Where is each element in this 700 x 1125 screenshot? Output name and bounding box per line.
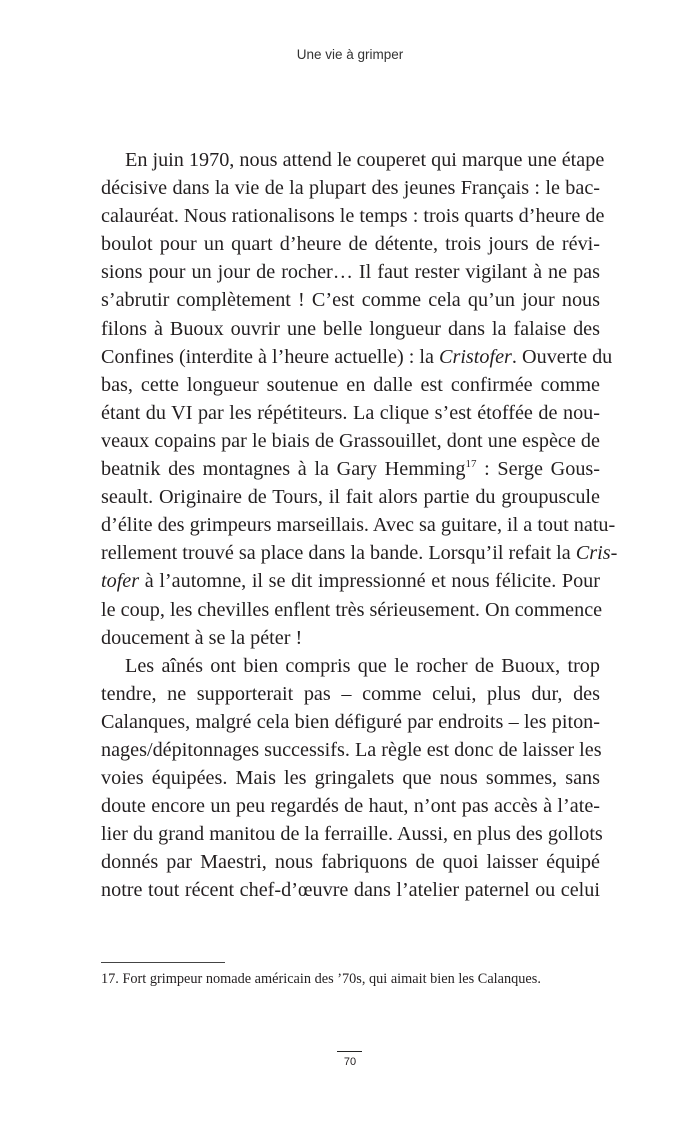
text-run: boulot pour un quart d’heure de détente, trois jours de révi- (101, 233, 600, 256)
text-line (101, 539, 618, 567)
text-line (101, 343, 613, 371)
text-run: veaux copains par le biais de Grassouillet, dont une espèce de (101, 429, 600, 452)
italic-title: Cris- (575, 542, 618, 565)
text-line (101, 820, 603, 848)
page-number: 70 (343, 1056, 357, 1068)
text-run: Les aînés ont bien compris que le rocher de Buoux, trop (125, 654, 600, 677)
text-run: Confines (interdite à l’heure actuelle) : la (101, 345, 439, 368)
text-run: . Ouverte du (511, 345, 613, 368)
text-run: calauréat. Nous rationalisons le temps : trois quarts d’heure de (101, 205, 605, 228)
text-line (101, 680, 600, 708)
text-line (101, 427, 600, 455)
text-line (101, 202, 605, 230)
italic-title: Cristofer (439, 345, 512, 368)
italic-title: tofer (101, 570, 140, 593)
text-line (101, 230, 600, 258)
text-line (101, 708, 600, 736)
text-line (101, 315, 600, 343)
paragraph (101, 652, 603, 905)
text-line (101, 764, 600, 792)
text-run: tendre, ne supporterait pas – comme celui, plus dur, des (101, 682, 600, 705)
text-run: étant du VI par les répétiteurs. La clique s’est étoffée de nou- (101, 401, 600, 424)
page-number-rule (337, 1051, 362, 1052)
text-line (101, 146, 605, 174)
text-run: d’élite des grimpeurs marseillais. Avec sa guitare, il a tout natu- (101, 514, 616, 537)
footnote-divider (101, 962, 225, 963)
text-line (101, 371, 600, 399)
text-run: lier du grand manitou de la ferraille. Aussi, en plus des gollots (101, 823, 603, 846)
text-run: le coup, les chevilles enflent très sérieusement. On commence (101, 598, 603, 621)
text-run: décisive dans la vie de la plupart des jeunes Français : le bac- (101, 177, 600, 200)
text-run: sions pour un jour de rocher… Il faut rester vigilant à ne pas (101, 261, 600, 284)
text-run: s’abrutir complètement ! C’est comme cela qu’un jour nous (101, 289, 600, 312)
text-line (101, 652, 600, 680)
text-line (101, 483, 600, 511)
text-run: seault. Originaire de Tours, il fait alors partie du groupuscule (101, 486, 600, 509)
text-run: nages/dépitonnages successifs. La règle est donc de laisser les (101, 738, 602, 761)
text-line (101, 736, 600, 764)
text-run: Calanques, malgré cela bien défiguré par endroits – les piton- (101, 710, 600, 733)
text-line (101, 848, 600, 876)
text-line (101, 455, 600, 483)
text-line (101, 511, 616, 539)
text-line (101, 567, 600, 595)
text-run: voies équipées. Mais les gringalets que nous sommes, sans (101, 767, 600, 790)
text-run: doute encore un peu regardés de haut, n’ont pas accès à l’ate- (101, 795, 600, 818)
paragraph (101, 146, 618, 652)
text-line (101, 624, 600, 652)
footnote-ref[interactable]: 17 (465, 458, 477, 471)
text-line (101, 792, 600, 820)
text-line (101, 174, 600, 202)
text-line (101, 258, 600, 286)
footnote: 17. Fort grimpeur nomade américain des ’70s, qui aimait bien les Calanques. (101, 971, 541, 987)
text-run: filons à Buoux ouvrir une belle longueur dans la falaise des (101, 317, 600, 340)
body-text (101, 146, 618, 905)
text-run: rellement trouvé sa place dans la bande. Lorsqu’il refait la (101, 542, 576, 565)
text-run: notre tout récent chef-d’œuvre dans l’atelier paternel ou celui (101, 879, 600, 902)
text-run: beatnik des montagnes à la Gary Hemming (101, 458, 466, 481)
text-run: bas, cette longueur soutenue en dalle est confirmée comme (101, 373, 600, 396)
running-head: Une vie à grimper (296, 47, 404, 62)
text-run: à l’automne, il se dit impressionné et nous félicite. Pour (139, 570, 600, 593)
text-line (101, 596, 603, 624)
text-run: donnés par Maestri, nous fabriquons de quoi laisser équipé (101, 851, 600, 874)
text-line (101, 286, 600, 314)
text-line (101, 399, 600, 427)
text-run: : Serge Gous- (476, 458, 600, 481)
text-run: doucement à se la péter ! (101, 626, 303, 649)
text-line (101, 876, 600, 904)
text-run: En juin 1970, nous attend le couperet qui marque une étape (125, 149, 605, 171)
